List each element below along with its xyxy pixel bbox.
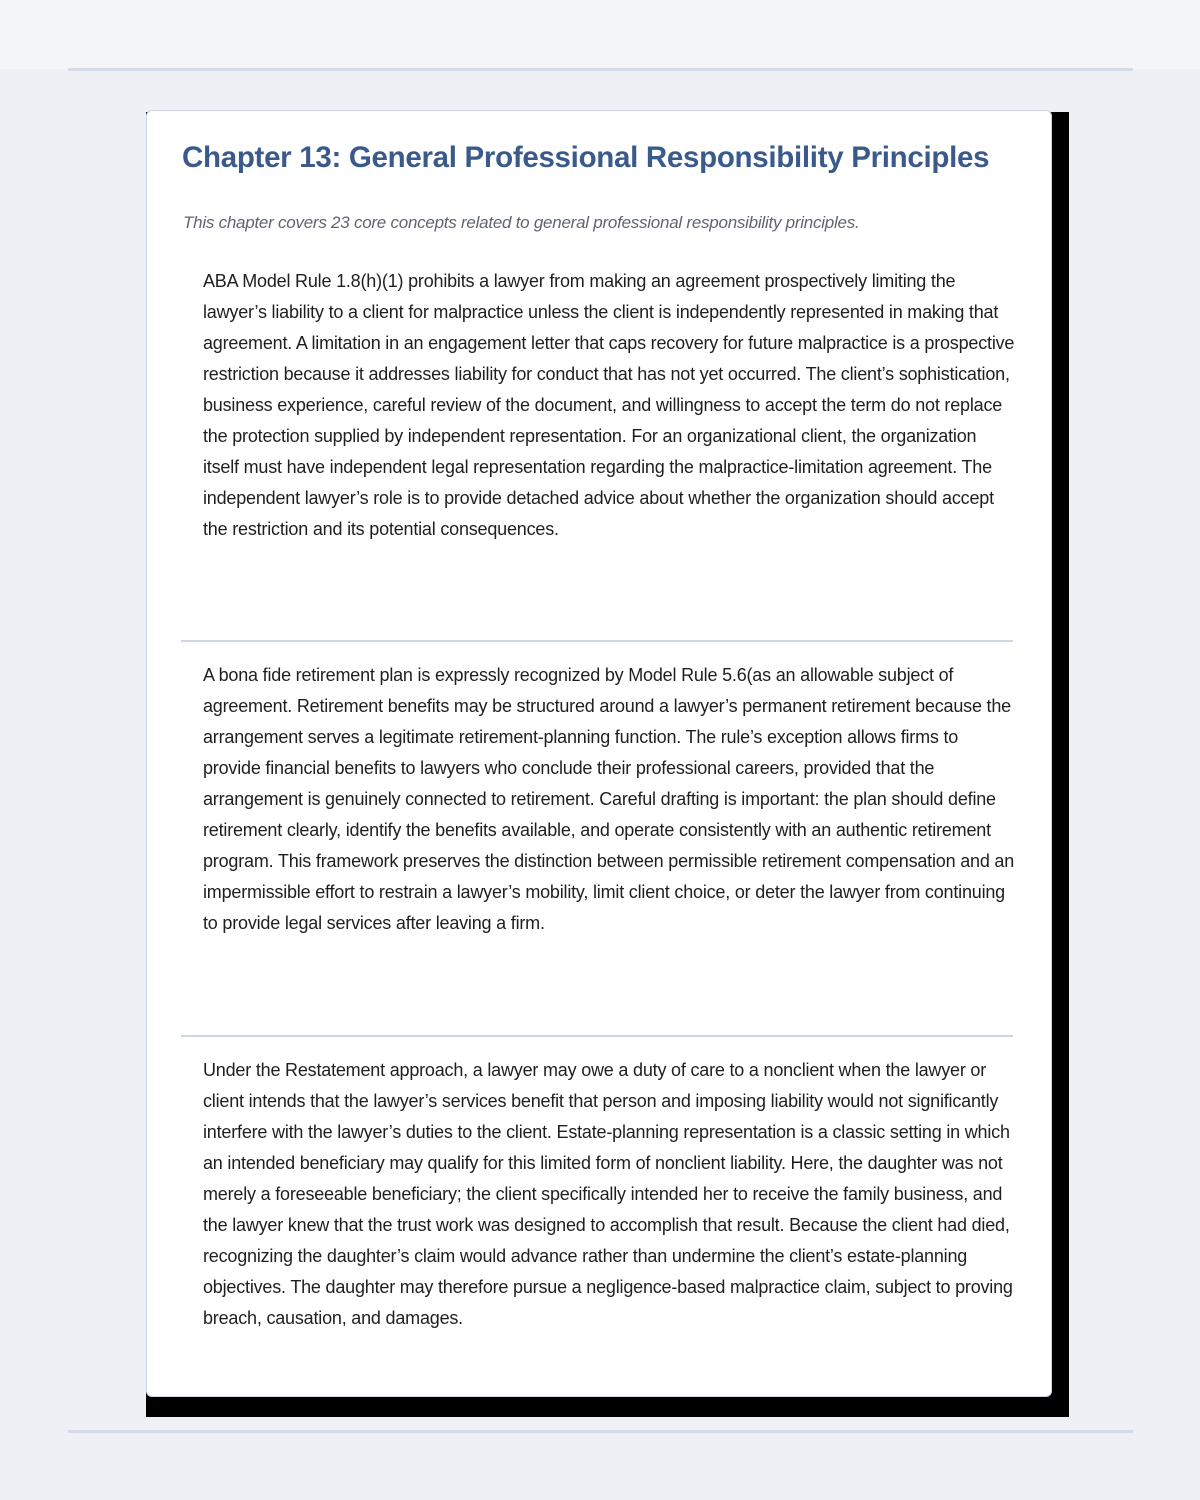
paragraph-malpractice-limitation: ABA Model Rule 1.8(h)(1) prohibits a lawyer from making an agreement prospectively limiting the lawyer’s liability to a client for malpractice unless the client is independently represented in making that agreement. A limitation in an engagement letter that caps recovery for future malpractice is a prospective restriction because it addresses liability for conduct that has not yet occurred. The client’s sophistication, business experience, careful review of the document, and willingness to accept the term do not replace the protection supplied by independent representation. For an organizational client, the organization itself must have independent legal representation regarding the malpractice-limitation agreement. The independent lawyer’s role is to provide detached advice about whether the organization should accept the restriction and its potential consequences. [203,271,1015,539]
document-page [146,110,1052,1397]
paragraph-nonclient-duty: Under the Restatement approach, a lawyer may owe a duty of care to a nonclient when the lawyer or client intends that the lawyer’s services benefit that person and imposing liability would not significantly interfere with the lawyer’s duties to the client. Estate-planning representation is a classic setting in which an intended beneficiary may qualify for this limited form of nonclient liability. Here, the daughter was not merely a foreseeable beneficiary; the client specifically intended her to receive the family business, and the lawyer knew that the trust work was designed to accomplish that result. Because the client had died, recognizing the daughter’s claim would advance rather than undermine the client’s estate-planning objectives. The daughter may therefore pursue a negligence-based malpractice claim, subject to proving breach, causation, and damages. [203,1060,1013,1328]
section-divider [181,640,1013,642]
section-divider [181,1035,1013,1037]
paragraph-retirement-plan: A bona fide retirement plan is expressly recognized by Model Rule 5.6(as an allowable subject of agreement. Retirement benefits may be structured around a lawyer’s permanent retirement because the arrangement serves a legitimate retirement-planning function. The rule’s exception allows firms to provide financial benefits to lawyers who conclude their professional careers, provided that the arrangement is genuinely connected to retirement. Careful drafting is important: the plan should define retirement clearly, identify the benefits available, and operate consistently with an authentic retirement program. This framework preserves the distinction between permissible retirement compensation and an impermissible effort to restrain a lawyer’s mobility, limit client choice, or deter the lawyer from continuing to provide legal services after leaving a firm. [203,665,1015,933]
top-band [0,0,1200,69]
chapter-title: Chapter 13: General Professional Responsibility Principles [182,141,990,174]
top-rule [68,68,1133,71]
bottom-rule [68,1430,1133,1433]
chapter-subtitle: This chapter covers 23 core concepts related to general professional responsibility principles. [183,213,860,232]
